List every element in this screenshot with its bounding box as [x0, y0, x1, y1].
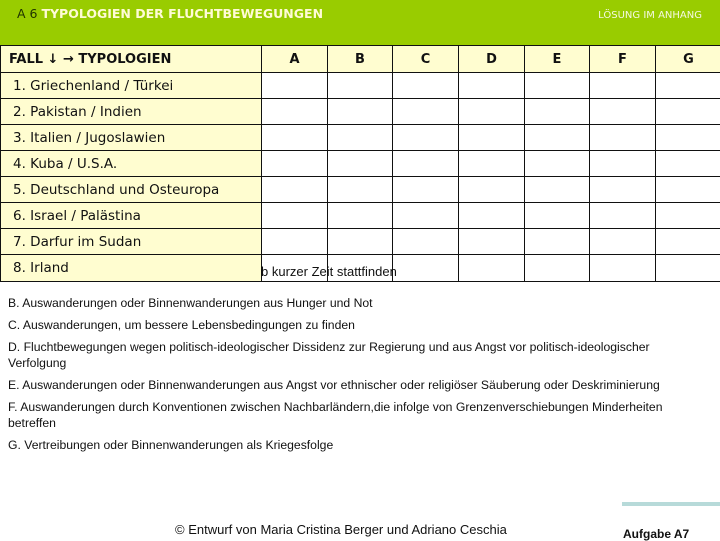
legend-item-e: E. Auswanderungen oder Binnenwanderungen aus Angst vor ethnischer oder religiöser Säuberung oder Deskriminierung	[8, 377, 708, 393]
answer-cell[interactable]	[590, 99, 656, 125]
answer-cell[interactable]	[393, 177, 459, 203]
answer-cell[interactable]	[656, 255, 720, 282]
table-row	[1, 125, 720, 151]
answer-cell[interactable]	[328, 151, 393, 177]
table-row	[1, 151, 720, 177]
answer-cell[interactable]	[393, 203, 459, 229]
answer-cell[interactable]	[590, 151, 656, 177]
table-row	[1, 203, 720, 229]
row-label: 5. Deutschland und Osteuropa	[1, 177, 262, 203]
answer-cell[interactable]	[656, 177, 720, 203]
table-header-row	[1, 46, 720, 73]
answer-cell[interactable]	[525, 255, 590, 282]
column-header-b: B	[328, 46, 393, 73]
answer-cell[interactable]	[590, 203, 656, 229]
column-header-d: D	[459, 46, 525, 73]
column-header-e: E	[525, 46, 590, 73]
row-label: 3. Italien / Jugoslawien	[1, 125, 262, 151]
answer-cell[interactable]	[590, 125, 656, 151]
header-banner	[0, 0, 720, 45]
answer-cell[interactable]	[525, 73, 590, 99]
answer-cell[interactable]	[656, 73, 720, 99]
column-header-g: G	[656, 46, 720, 73]
answer-cell[interactable]	[262, 125, 328, 151]
answer-cell[interactable]	[328, 203, 393, 229]
answer-cell[interactable]	[393, 151, 459, 177]
table-row	[1, 229, 720, 255]
answer-cell[interactable]	[262, 73, 328, 99]
answer-cell[interactable]	[656, 125, 720, 151]
answer-cell[interactable]	[328, 125, 393, 151]
typology-table	[0, 45, 720, 282]
author-credit: © Entwurf von Maria Cristina Berger und Adriano Ceschia	[175, 522, 507, 537]
answer-cell[interactable]	[656, 99, 720, 125]
answer-cell[interactable]	[525, 99, 590, 125]
answer-cell[interactable]	[459, 203, 525, 229]
answer-cell[interactable]	[459, 73, 525, 99]
table-row	[1, 73, 720, 99]
row-label: 7. Darfur im Sudan	[1, 229, 262, 255]
answer-cell[interactable]	[328, 229, 393, 255]
row-label: 2. Pakistan / Indien	[1, 99, 262, 125]
answer-cell[interactable]	[525, 177, 590, 203]
typology-legend	[8, 295, 708, 459]
legend-item-g: G. Vertreibungen oder Binnenwanderungen als Kriegesfolge	[8, 437, 708, 453]
answer-cell[interactable]	[459, 177, 525, 203]
legend-item-b: B. Auswanderungen oder Binnenwanderungen aus Hunger und Not	[8, 295, 708, 311]
page-title	[17, 6, 323, 21]
task-label: Aufgabe A7	[623, 527, 689, 541]
column-header-f: F	[590, 46, 656, 73]
row-label: 1. Griechenland / Türkei	[1, 73, 262, 99]
table-row	[1, 99, 720, 125]
answer-cell[interactable]	[656, 151, 720, 177]
answer-cell[interactable]	[525, 125, 590, 151]
answer-cell[interactable]	[590, 255, 656, 282]
answer-cell[interactable]	[328, 177, 393, 203]
table-row	[1, 177, 720, 203]
answer-cell[interactable]	[656, 203, 720, 229]
answer-cell[interactable]	[459, 255, 525, 282]
column-header-a: A	[262, 46, 328, 73]
answer-cell[interactable]	[393, 255, 459, 282]
answer-cell[interactable]	[590, 177, 656, 203]
exercise-title: TYPOLOGIEN DER FLUCHTBEWEGUNGEN	[41, 6, 323, 21]
answer-cell[interactable]	[393, 99, 459, 125]
answer-cell[interactable]	[590, 73, 656, 99]
solution-note: LÖSUNG IM ANHANG	[598, 10, 702, 21]
legend-item-c: C. Auswanderungen, um bessere Lebensbedingungen zu finden	[8, 317, 708, 333]
answer-cell[interactable]	[328, 99, 393, 125]
legend-item-d: D. Fluchtbewegungen wegen politisch-ideologischer Dissidenz zur Regierung und aus Angst vor politisch-ideologischer Verfolgung	[8, 339, 708, 371]
answer-cell[interactable]	[393, 125, 459, 151]
footer-divider	[622, 502, 720, 506]
answer-cell[interactable]	[262, 99, 328, 125]
answer-cell[interactable]	[393, 73, 459, 99]
column-header-c: C	[393, 46, 459, 73]
row-label: 4. Kuba / U.S.A.	[1, 151, 262, 177]
clipped-legend-text: b kurzer Zeit stattfinden	[261, 264, 397, 279]
answer-cell[interactable]	[656, 229, 720, 255]
answer-cell[interactable]	[525, 229, 590, 255]
legend-item-f: F. Auswanderungen durch Konventionen zwischen Nachbarländern,die infolge von Grenzenverschiebungen Minderheiten betreffen	[8, 399, 708, 431]
answer-cell[interactable]	[459, 125, 525, 151]
exercise-code: A 6	[17, 6, 37, 21]
answer-cell[interactable]	[590, 229, 656, 255]
answer-cell[interactable]	[459, 229, 525, 255]
answer-cell[interactable]	[262, 151, 328, 177]
row-label: 6. Israel / Palästina	[1, 203, 262, 229]
answer-cell[interactable]	[459, 99, 525, 125]
answer-cell[interactable]	[328, 73, 393, 99]
answer-cell[interactable]	[262, 203, 328, 229]
answer-cell[interactable]	[525, 203, 590, 229]
row-label: 8. Irland	[1, 255, 262, 282]
answer-cell[interactable]	[393, 229, 459, 255]
answer-cell[interactable]	[525, 151, 590, 177]
answer-cell[interactable]	[459, 151, 525, 177]
header-fall-typologien: FALL ↓ → TYPOLOGIEN	[1, 46, 262, 73]
answer-cell[interactable]	[262, 177, 328, 203]
answer-cell[interactable]	[262, 229, 328, 255]
